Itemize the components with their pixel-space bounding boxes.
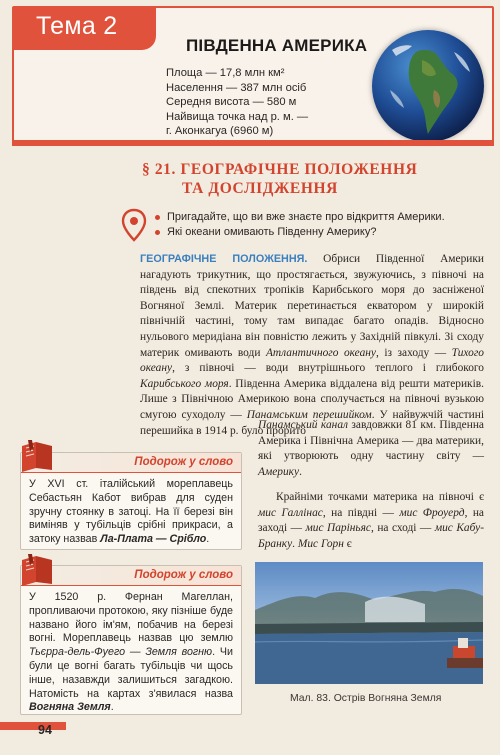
text-run: . — [110, 701, 114, 714]
box-text — [21, 586, 241, 715]
book-icon — [18, 552, 58, 588]
topic-header — [12, 6, 494, 144]
fact-population: Населення — 387 млн осіб — [166, 81, 307, 94]
term-atlantic: Атлантичного океану — [265, 346, 376, 359]
location-pin-icon — [120, 208, 148, 242]
term-cape-froward: мис Фроуерд — [399, 506, 465, 519]
term-vohniana-zemlia: Вогняна Земля — [29, 701, 111, 714]
fact-highest-point-name: г. Аконкагуа (6960 м) — [166, 125, 274, 138]
main-paragraph-3 — [258, 490, 484, 552]
text-run: У 1520 р. Фернан Магеллан, пропливаючи протокою, яку пізніше буде названо його ім'ям, побачив на березі вогні. Мореплавець назвав цю землю — [29, 591, 233, 645]
term-la-plata: Ла-Плата — Срібло — [100, 533, 207, 546]
term-isthmus: Панамським перешийком — [246, 408, 372, 421]
text-run: . Південна Америка віддалена від решти материків. Лише з Північною Америкою вона сполучається на півночі вузькою смугою суходолу — — [140, 377, 484, 421]
question-item: Які океани омивають Південну Америку? — [155, 225, 445, 240]
figure-caption: Мал. 83. Острів Вогняна Земля — [290, 693, 442, 704]
text-run: . — [292, 537, 298, 550]
section-title-line2: ТА ДОСЛІДЖЕННЯ — [182, 180, 338, 197]
box-text — [21, 473, 241, 547]
term-cape-parinas: мис Паріньяс — [305, 522, 371, 535]
text-run: Обриси Південної Америки нагадують трикутник, що простягається, звужуючись, з півночі на південь від спекотних тропіків Карибського моря до засніженої Вогняної Землі. Материк перетинається екватором у широкій північній частині, тому там випадає багато опадів. Відносно нульового меридіана він повністю лежить у Західній півкулі. Зі сходу материк омивають води — [140, 253, 484, 359]
text-run: . Чи були це вогні багать тубільців чи щось інше, назавжди залишиться загадкою. Натомість на картах з'явилася назва — [29, 646, 233, 700]
text-run: , із заходу — — [376, 346, 452, 359]
tierra-del-fuego-photo — [255, 562, 483, 684]
topic-tab: Тема 2 — [14, 6, 156, 50]
text-run: У XVI ст. італійський мореплавець Себастьян Кабот вибрав для суден зручну стоянку в затоці. На її березі він виміняв у тубільців срібні прикраси, а затоку назвав — [29, 478, 233, 546]
box-heading: Подорож у слово — [21, 566, 241, 586]
text-run: є — [343, 537, 352, 550]
term-cape-gallinas: мис Галлінас — [258, 506, 323, 519]
text-run: . — [206, 533, 210, 546]
paragraph-lead: ГЕОГРАФІЧНЕ ПОЛОЖЕННЯ. — [140, 253, 308, 265]
page-number: 94 — [38, 723, 52, 737]
section-title-line1: § 21. ГЕОГРАФІЧНЕ ПОЛОЖЕННЯ — [142, 161, 418, 178]
text-run: . У найвужчій частині перешийка в 1914 р. було прорито — [140, 408, 484, 437]
fact-area: Площа — 17,8 млн км² — [166, 67, 285, 79]
text-run: Крайніми точками материка на півночі є — [276, 491, 484, 503]
text-run: , на заході — — [258, 506, 484, 535]
term-canal: Панамський канал — [258, 419, 348, 431]
term-america: Америку — [258, 465, 300, 478]
box-heading: Подорож у слово — [21, 453, 241, 473]
main-paragraph-2 — [258, 418, 484, 480]
text-run: завдовжки 81 км. Південна Америка і Північна Америка — два материки, які утворюють одну частину світу — — [258, 419, 484, 463]
section-title — [142, 160, 472, 198]
term-cape-horn: Мис Горн — [297, 537, 344, 550]
question-item: Пригадайте, що ви вже знаєте про відкриття Америки. — [155, 210, 445, 225]
globe-image — [372, 30, 484, 142]
fact-highest-point: Найвища точка над р. м. — — [166, 110, 309, 123]
term-caribbean: Карибського моря — [140, 377, 229, 390]
term-pacific: Тихого океану — [140, 346, 485, 375]
text-run: , на сході — — [370, 522, 435, 535]
text-run: . — [299, 465, 302, 478]
text-run: , на півдні — — [322, 506, 400, 519]
book-icon — [18, 438, 58, 474]
footer-accent-bar — [0, 722, 66, 730]
continent-facts — [166, 66, 308, 139]
fact-mean-height: Середня висота — 580 м — [166, 96, 297, 109]
term-tierra-del-fuego: Тьєрра-дель-Фуего — Земля вогню — [29, 646, 213, 659]
main-paragraph-1 — [140, 252, 484, 439]
header-bottom-rule — [12, 140, 494, 146]
recall-questions — [155, 210, 445, 240]
continent-title: ПІВДЕННА АМЕРИКА — [186, 36, 368, 55]
text-run: , з півночі — води внутрішнього теплого і глибокого — [172, 362, 484, 375]
term-cape-branco: мис Кабу-Бранку — [258, 522, 485, 550]
